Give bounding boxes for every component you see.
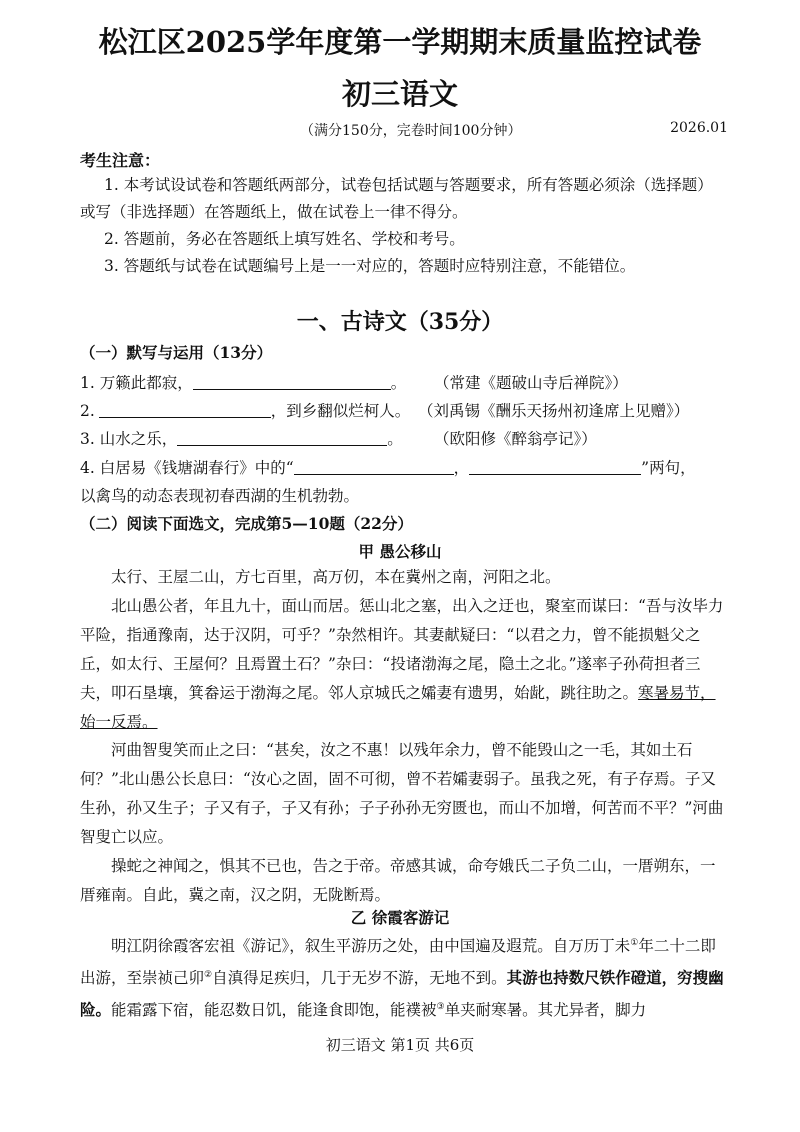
q3-prefix: 3. 山水之乐， <box>80 430 178 448</box>
underlined-sentence: 寒暑易节，始一反焉。 <box>80 684 716 731</box>
text-b-sentence-2: 年二十二即出游，至崇祯己卯 <box>80 937 716 988</box>
section-title: 一、古诗文（35分） <box>296 309 504 335</box>
q4-suffix: ”两句， <box>641 459 696 477</box>
q3-suffix: 。 <box>387 430 403 448</box>
footnote-marker-2: ② <box>204 970 213 981</box>
q1-source: （常建《题破山寺后禅院》） <box>434 374 628 392</box>
q2-blank[interactable] <box>99 401 271 418</box>
q1-blank[interactable] <box>193 373 391 390</box>
question-3 <box>80 427 403 449</box>
question-4-line-2: 以禽鸟的动态表现初春西湖的生机勃勃。 <box>80 487 360 505</box>
text-a-title: 甲 愚公移山 <box>358 542 442 561</box>
part2-heading: （二）阅读下面选文，完成第5—10题（22分） <box>80 514 413 533</box>
text-b-sentence-4: 能霜露下宿，能忍数日饥，能逢食即饱，能襆被 <box>111 1001 437 1020</box>
q4-prefix: 4. 白居易《钱塘湖春行》中的“ <box>80 459 294 477</box>
q1-suffix: 。 <box>390 374 407 392</box>
text-b-sentence-3: 自滇得足疾归，几于无岁不游，无地不到。 <box>212 969 507 988</box>
q3-source: （欧阳修《醉翁亭记》） <box>434 430 597 448</box>
question-4 <box>80 456 696 478</box>
text-b-paragraph-1 <box>80 929 728 1025</box>
text-b-title: 乙 徐霞客游记 <box>350 908 450 927</box>
text-a-paragraph-2 <box>80 592 728 737</box>
notice-item-1-cont: 或写（非选择题）在答题纸上，做在试卷上一律不得分。 <box>80 203 468 221</box>
q3-blank[interactable] <box>177 429 387 446</box>
q2-source: （刘禹锡《酬乐天扬州初逢席上见赠》） <box>418 402 690 420</box>
exam-title: 松江区2025学年度第一学期期末质量监控试卷 <box>98 25 702 59</box>
text-b-sentence-1: 明江阴徐霞客宏祖《游记》，叙生平游历之处，由中国遍及遐荒。自万历丁未 <box>111 937 631 956</box>
text-a-paragraph-4: 操蛇之神闻之，惧其不已也，告之于帝。帝感其诚，命夸娥氏二子负二山，一厝朔东，一厝雍南。自此，冀之南，汉之阴，无陇断焉。 <box>80 857 716 904</box>
question-1 <box>80 371 406 393</box>
q2-prefix: 2. <box>80 402 95 420</box>
notice-item-1: 1. 本考试设试卷和答题纸两部分，试卷包括试题与答题要求，所有答题必须涂（选择题） <box>104 176 713 194</box>
footnote-marker-3: ③ <box>436 1002 445 1013</box>
text-a-paragraph-1: 太行、王屋二山，方七百里，高万仞，本在冀州之南，河阳之北。 <box>111 568 561 586</box>
text-a-paragraph-3: 河曲智叟笑而止之曰：“甚矣，汝之不惠！以残年余力，曾不能毁山之一毛，其如土石何？”北山愚公长息曰：“汝心之固，固不可彻，曾不若孀妻弱子。虽我之死，有子存焉。子又生孙，孙又生子；子又有子，子又有孙；子子孙孙无穷匮也，而山不加增，何苦而不平？”河曲智叟亡以应。 <box>80 741 724 846</box>
subject-title: 初三语文 <box>341 77 458 111</box>
notice-item-3: 3. 答题纸与试卷在试题编号上是一一对应的，答题时应特别注意，不能错位。 <box>104 257 636 275</box>
exam-meta: （满分150分，完卷时间100分钟） <box>300 123 522 139</box>
text-b-bold-sentence: 其游也持数尺铁作磴道，穷搜幽险。 <box>80 968 724 1020</box>
footnote-marker-1: ① <box>630 938 639 948</box>
text-b-sentence-5: 单夹耐寒暑。其尤异者，脚力 <box>444 1001 647 1020</box>
q4-blank-1[interactable] <box>294 458 454 475</box>
notice-heading: 考生注意： <box>80 151 161 170</box>
q1-prefix: 1. 万籁此都寂， <box>80 374 193 392</box>
question-2 <box>80 399 410 421</box>
q4-mid: ， <box>453 459 470 477</box>
notice-item-2: 2. 答题前，务必在答题纸上填写姓名、学校和考号。 <box>104 230 465 248</box>
text-a-paragraph-2-body: 北山愚公者，年且九十，面山而居。惩山北之塞，出入之迂也，聚室而谋曰：“吾与汝毕力平险，指通豫南，达于汉阴，可乎？”杂然相许。其妻献疑曰：“以君之力，曾不能损魁父之丘，如太行、王屋何？且焉置土石？”杂曰：“投诸渤海之尾，隐土之北。”遂率子孙荷担者三夫，叩石垦壤，箕畚运于渤海之尾。邻人京城氏之孀妻有遗男，始龀，跳往助之。 <box>80 597 724 702</box>
exam-date: 2026.01 <box>670 120 728 136</box>
part1-heading: （一）默写与运用（13分） <box>80 343 273 362</box>
page-footer: 初三语文 第1页 共6页 <box>325 1036 475 1054</box>
q2-suffix: ，到乡翻似烂柯人。 <box>270 402 411 420</box>
q4-blank-2[interactable] <box>469 458 641 475</box>
